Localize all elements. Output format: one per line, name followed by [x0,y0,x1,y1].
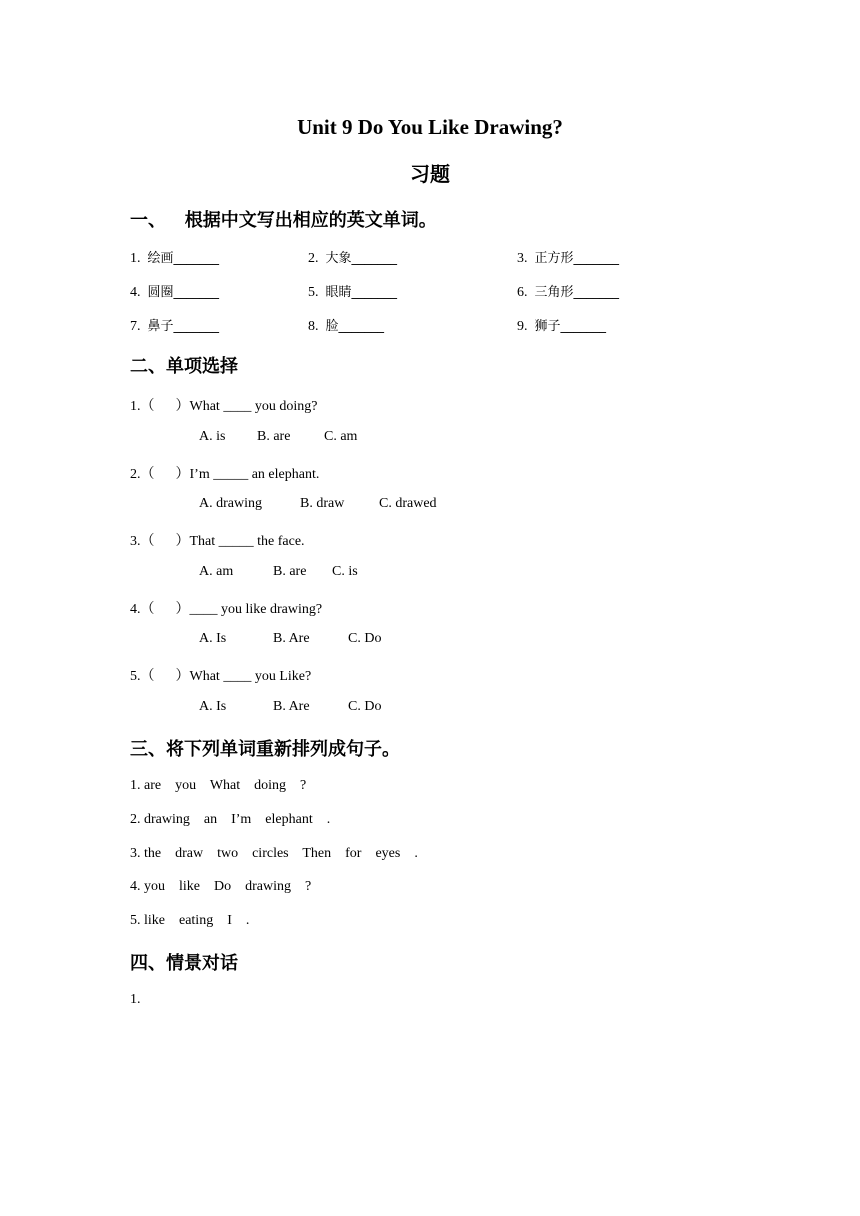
mc-option: C. Do [348,631,382,646]
mc-option: B. are [273,564,307,579]
section-2-heading: 二、单项选择 [130,356,238,377]
vocab-item-3: 3. 正方形_______ [517,251,620,266]
section-1-heading: 一、 根据中文写出相应的英文单词。 [130,210,437,231]
mc-option: A. is [199,429,226,444]
mc-option: A. am [199,564,234,579]
page-subtitle: 习题 [410,162,450,186]
mc-option: B. are [257,429,291,444]
mc-option: C. Do [348,699,382,714]
mc-option: B. draw [300,496,345,511]
reorder-item-4: 4. you like Do drawing ? [130,879,312,894]
mc-option: A. drawing [199,496,262,511]
page-title: Unit 9 Do You Like Drawing? [297,115,563,139]
vocab-item-4: 4. 圆圈_______ [130,285,220,300]
vocab-item-5: 5. 眼睛_______ [308,285,398,300]
reorder-item-5: 5. like eating I . [130,913,250,928]
mc-option: B. Are [273,699,310,714]
mc-question-3: 3.（ ）That _____ the face. [130,534,305,549]
mc-question-2: 2.（ ）I’m _____ an elephant. [130,467,320,482]
mc-option: C. drawed [379,496,437,511]
vocab-item-9: 9. 狮子_______ [517,319,607,334]
reorder-item-2: 2. drawing an I’m elephant . [130,812,331,827]
dialogue-item-1: 1. [130,992,141,1007]
mc-option: B. Are [273,631,310,646]
vocab-item-6: 6. 三角形_______ [517,285,620,300]
mc-option: C. is [332,564,358,579]
mc-question-5: 5.（ ）What ____ you Like? [130,669,312,684]
vocab-item-7: 7. 鼻子_______ [130,319,220,334]
reorder-item-1: 1. are you What doing ? [130,778,307,793]
vocab-item-1: 1. 绘画_______ [130,251,220,266]
vocab-item-2: 2. 大象_______ [308,251,398,266]
section-3-heading: 三、将下列单词重新排列成句子。 [130,739,400,760]
mc-question-4: 4.（ ）____ you like drawing? [130,602,323,617]
mc-question-1: 1.（ ）What ____ you doing? [130,399,318,414]
section-4-heading: 四、情景对话 [130,953,238,974]
mc-option: A. Is [199,631,227,646]
mc-option: A. Is [199,699,227,714]
mc-option: C. am [324,429,358,444]
reorder-item-3: 3. the draw two circles Then for eyes . [130,846,418,861]
vocab-item-8: 8. 脸_______ [308,319,385,334]
